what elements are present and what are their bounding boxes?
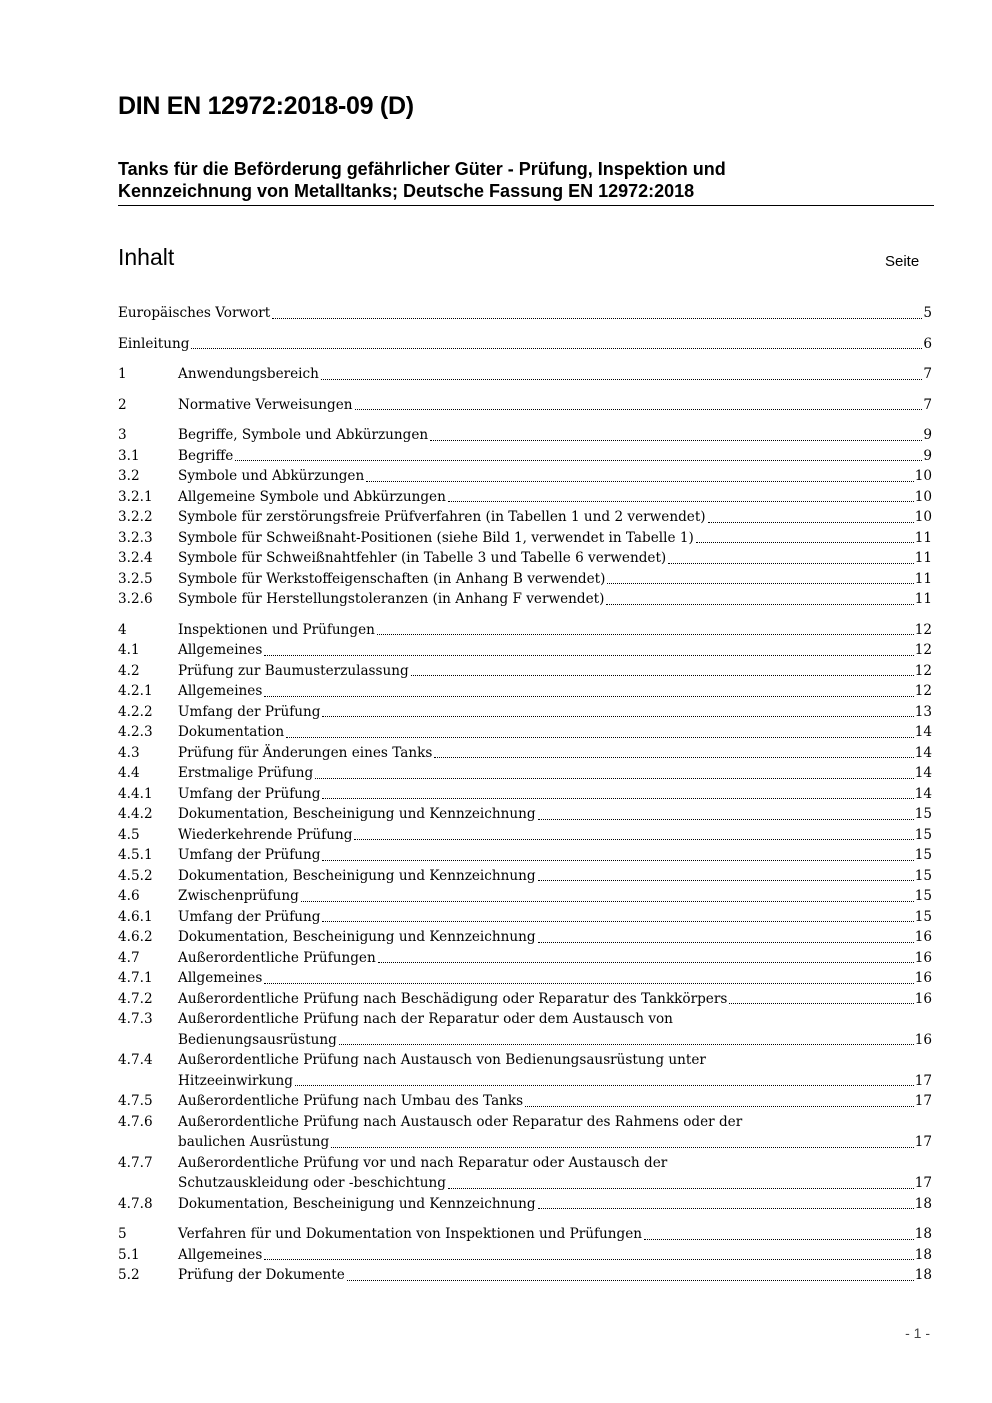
toc-entry[interactable] [118,702,932,723]
toc-entry-text [178,1224,932,1245]
toc-entry-text [178,1009,932,1050]
toc-entry-title: Symbole für Werkstoffeigenschaften (in Anhang B verwendet) [178,570,606,587]
toc-entry-page: 11 [914,570,932,587]
toc-dot-leader [366,466,913,482]
toc-dot-leader [411,661,914,677]
toc-dot-leader [235,446,922,462]
toc-entry[interactable] [118,446,932,467]
toc-entry-title: Dokumentation, Bescheinigung und Kennzeichnung [178,806,536,822]
toc-entry[interactable] [118,1112,932,1153]
toc-entry-page: 11 [914,591,932,607]
toc-entry-page: 11 [914,529,932,546]
toc-dot-leader [301,886,914,902]
toc-entry-page: 14 [914,724,932,740]
toc-entry-number: 3 [118,427,127,443]
toc-entry-page: 6 [923,335,932,352]
toc-entry-page: 10 [914,509,932,525]
toc-entry-number: 4 [118,621,127,638]
toc-entry-page: 11 [914,550,932,566]
toc-entry[interactable] [118,661,932,682]
toc-entry-title: Symbole für zerstörungsfreie Prüfverfahren (in Tabellen 1 und 2 verwendet) [178,509,706,525]
toc-dot-leader [272,303,922,319]
toc-entry-number: 4.7.6 [118,1113,153,1130]
toc-entry-text [178,825,932,846]
toc-entry-number: 4.1 [118,642,140,658]
toc-entry-number: 4.2.1 [118,683,153,699]
toc-entry-page: 7 [923,366,932,382]
toc-entry-text [178,681,932,702]
toc-entry-text [178,548,932,569]
toc-entry-text [178,589,932,610]
toc-entry-text [178,1245,932,1266]
toc-entry-text [178,927,932,948]
toc-entry-number: 4.6 [118,888,140,904]
toc-entry-page: 18 [914,1226,932,1242]
toc-entry-number: 2 [118,396,127,413]
toc-dot-leader [339,1030,914,1046]
toc-entry-page: 15 [914,888,932,904]
toc-entry-title: Umfang der Prüfung [178,847,321,863]
toc-entry-text [178,804,932,825]
toc-dot-leader [538,1194,914,1210]
toc-dot-leader [434,743,913,759]
toc-entry-text [178,528,932,549]
toc-entry-title: Einleitung [118,335,190,352]
toc-entry-text [178,1091,932,1112]
toc-entry-title: Prüfung zur Baumusterzulassung [178,662,409,679]
toc-dot-leader [264,681,913,697]
toc-entry-number: 3.2.1 [118,488,153,505]
toc-dot-leader [315,763,913,779]
toc-entry-title: Außerordentliche Prüfung nach der Reparatur oder dem Austausch von [178,1011,673,1027]
toc-entry-title: Begriffe [178,447,234,464]
toc-entry-page: 18 [914,1246,932,1263]
toc-dot-leader [448,1173,914,1189]
toc-entry[interactable] [118,507,932,528]
toc-entry-text [178,1153,932,1194]
toc-entry-page: 14 [914,744,932,761]
toc-entry-page: 17 [914,1175,932,1191]
toc-entry-number: 3.2.6 [118,591,153,607]
toc-entry-title-continuation: baulichen Ausrüstung [178,1134,330,1150]
toc-entry-text [178,1194,932,1215]
toc-entry-title: Allgemeines [178,683,263,699]
toc-entry-number: 4.6.1 [118,908,153,925]
toc-dot-leader [264,1245,913,1261]
toc-dot-leader [708,507,914,523]
toc-dot-leader [322,702,913,718]
toc-entry-page: 18 [914,1267,932,1283]
toc-dot-leader [322,845,913,861]
toc-entry[interactable] [118,620,932,641]
toc-entry[interactable] [118,784,932,805]
toc-entry-title: Dokumentation, Bescheinigung und Kennzeichnung [178,1195,536,1212]
toc-entry-number: 3.1 [118,447,140,464]
toc-entry-title: Außerordentliche Prüfungen [178,949,376,966]
toc-entry-title: Prüfung der Dokumente [178,1267,345,1283]
toc-entry[interactable] [118,487,932,508]
toc-entry-title: Allgemeines [178,1246,263,1263]
toc-entry-page: 12 [914,683,932,699]
toc-dot-leader [607,569,913,585]
toc-entry-title: Begriffe, Symbole und Abkürzungen [178,427,429,443]
toc-entry[interactable] [118,364,932,385]
toc-dot-leader [377,620,914,636]
toc-dot-leader [378,948,914,964]
toc-dot-leader [331,1132,913,1148]
toc-entry-title-continuation: Hitzeeinwirkung [178,1072,293,1089]
toc-entry-text [178,907,932,928]
toc-entry-title: Symbole für Schweißnaht-Positionen (siehe Bild 1, verwendet in Tabelle 1) [178,529,694,546]
toc-entry[interactable] [118,681,932,702]
toc-entry-page: 16 [914,970,932,986]
toc-entry-number: 3.2.2 [118,509,153,525]
toc-dot-leader [191,334,922,350]
toc-entry-text [178,620,932,641]
toc-entry-number: 4.7.7 [118,1154,153,1171]
toc-entry[interactable] [118,528,932,549]
toc-entry-number: 3.2.4 [118,550,153,566]
toc-entry-title: Allgemeine Symbole und Abkürzungen [178,488,446,505]
toc-entry-page: 12 [914,662,932,679]
page-number: - 1 - [905,1325,930,1341]
toc-entry-number: 4.5.2 [118,867,153,884]
toc-entry-number: 4.3 [118,744,140,761]
toc-entry[interactable] [118,763,932,784]
toc-entry-title: Symbole und Abkürzungen [178,468,365,484]
toc-entry-text [178,948,932,969]
toc-dot-leader [295,1071,914,1087]
toc-entry[interactable] [118,425,932,446]
toc-dot-leader [644,1224,914,1240]
toc-entry-page: 16 [914,990,932,1007]
toc-entry[interactable] [118,334,932,355]
toc-dot-leader [355,395,923,411]
toc-entry-text [178,866,932,887]
toc-entry-text [118,334,932,355]
toc-entry-title: Inspektionen und Prüfungen [178,621,375,638]
toc-entry-text [178,446,932,467]
toc-entry[interactable] [118,886,932,907]
toc-dot-leader [286,722,914,738]
toc-dot-leader [668,548,913,564]
toc-entry-text [178,395,932,416]
toc-entry-page: 15 [914,908,932,925]
toc-entry-number: 4.7.1 [118,970,153,986]
toc-entry[interactable] [118,927,932,948]
toc-entry[interactable] [118,466,932,487]
toc-entry-number: 1 [118,366,127,382]
toc-entry-text [178,1112,932,1153]
page-column-heading: Seite [885,253,920,270]
toc-entry-page: 17 [914,1072,932,1089]
toc-entry-number: 4.7 [118,949,140,966]
toc-entry-text [118,303,932,324]
toc-entry-page: 12 [914,621,932,638]
toc-entry-title: Prüfung für Änderungen eines Tanks [178,744,433,761]
toc-entry-number: 5.2 [118,1267,140,1283]
toc-entry-title: Europäisches Vorwort [118,305,271,321]
toc-entry[interactable] [118,395,932,416]
toc-entry-page: 15 [914,806,932,822]
subtitle-line: Tanks für die Beförderung gefährlicher Güter - Prüfung, Inspektion und [118,159,726,179]
toc-entry-page: 14 [914,765,932,781]
toc-dot-leader [538,927,914,943]
toc-entry-number: 4.7.2 [118,990,153,1007]
toc-dot-leader [448,487,914,503]
toc-dot-leader [322,907,913,923]
toc-dot-leader [696,528,914,544]
toc-entry-page: 10 [914,488,932,505]
toc-entry-number: 4.7.4 [118,1052,153,1068]
toc-entry-title: Außerordentliche Prüfung nach Austausch von Bedienungsausrüstung unter [178,1052,706,1068]
toc-entry-page: 15 [914,826,932,843]
toc-entry-text [178,425,932,446]
toc-dot-leader [347,1265,914,1281]
toc-entry-text [178,743,932,764]
toc-entry-title: Außerordentliche Prüfung nach Umbau des Tanks [178,1093,524,1109]
toc-entry-text [178,989,932,1010]
toc-entry-page: 5 [923,305,932,321]
toc-entry[interactable] [118,845,932,866]
toc-entry-title: Außerordentliche Prüfung vor und nach Reparatur oder Austausch der [178,1154,668,1171]
toc-entry-title: Dokumentation, Bescheinigung und Kennzeichnung [178,929,536,945]
toc-entry-text [178,1050,932,1091]
toc-entry-number: 4.6.2 [118,929,153,945]
toc-entry-title: Dokumentation [178,724,285,740]
toc-entry-title: Symbole für Schweißnahtfehler (in Tabelle 3 und Tabelle 6 verwendet) [178,550,667,566]
toc-entry[interactable] [118,1050,932,1091]
title-rule [118,205,934,206]
contents-heading: Inhalt [118,244,175,270]
toc-entry[interactable] [118,548,932,569]
toc-entry-text [178,845,932,866]
toc-dot-leader [525,1091,914,1107]
toc-entry[interactable] [118,1245,932,1266]
toc-entry-title: Symbole für Herstellungstoleranzen (in Anhang F verwendet) [178,591,605,607]
toc-entry-number: 5 [118,1226,127,1242]
toc-entry[interactable] [118,866,932,887]
toc-entry[interactable] [118,1265,932,1286]
toc-entry-page: 17 [914,1134,932,1150]
toc-entry-number: 3.2 [118,468,140,484]
toc-entry[interactable] [118,804,932,825]
toc-entry-title: Allgemeines [178,642,263,658]
toc-entry-text [178,702,932,723]
toc-dot-leader [538,804,914,820]
toc-entry-title: Normative Verweisungen [178,396,353,413]
toc-entry-page: 13 [914,703,932,720]
toc-entry-title-continuation: Bedienungsausrüstung [178,1031,337,1048]
toc-entry-text [178,364,932,385]
table-of-contents [118,303,932,1286]
toc-entry-title: Wiederkehrende Prüfung [178,826,353,843]
toc-entry-page: 18 [914,1195,932,1212]
toc-entry-text [178,569,932,590]
toc-entry[interactable] [118,589,932,610]
toc-entry[interactable] [118,1091,932,1112]
document-subtitle [118,158,938,202]
toc-entry-page: 12 [914,642,932,658]
toc-entry[interactable] [118,1194,932,1215]
toc-entry-text [178,968,932,989]
toc-entry-title-continuation: Schutzauskleidung oder -beschichtung [178,1175,446,1191]
toc-entry-text [178,763,932,784]
toc-entry-text [178,640,932,661]
toc-entry-page: 17 [914,1093,932,1109]
toc-entry-title: Allgemeines [178,970,263,986]
toc-dot-leader [322,784,913,800]
toc-entry-number: 4.2 [118,662,140,679]
toc-dot-leader [264,640,913,656]
toc-entry-number: 4.5.1 [118,847,153,863]
toc-entry[interactable] [118,989,932,1010]
toc-entry[interactable] [118,825,932,846]
toc-entry[interactable] [118,907,932,928]
toc-entry-title: Umfang der Prüfung [178,908,321,925]
toc-entry[interactable] [118,569,932,590]
toc-dot-leader [321,364,922,380]
toc-entry-text [178,466,932,487]
toc-dot-leader [538,866,914,882]
toc-entry[interactable] [118,303,932,324]
toc-entry-text [178,487,932,508]
toc-entry[interactable] [118,1153,932,1194]
toc-entry-number: 4.2.3 [118,724,153,740]
toc-entry-page: 16 [914,1031,932,1048]
toc-entry-number: 4.5 [118,826,140,843]
toc-entry[interactable] [118,948,932,969]
toc-entry-page: 15 [914,847,932,863]
toc-entry[interactable] [118,1009,932,1050]
toc-entry-text [178,722,932,743]
toc-entry[interactable] [118,722,932,743]
toc-entry-page: 7 [923,396,932,413]
toc-entry-title: Zwischenprüfung [178,888,299,904]
toc-entry-text [178,784,932,805]
toc-dot-leader [430,425,922,441]
toc-entry[interactable] [118,1224,932,1245]
toc-entry-title: Verfahren für und Dokumentation von Inspektionen und Prüfungen [178,1226,643,1242]
toc-entry-number: 5.1 [118,1246,140,1263]
toc-entry-number: 4.7.8 [118,1195,153,1212]
toc-dot-leader [606,589,913,605]
toc-entry-title: Anwendungsbereich [178,366,319,382]
toc-entry-text [178,886,932,907]
toc-entry-page: 14 [914,785,932,802]
toc-entry-page: 15 [914,867,932,884]
toc-entry-title: Umfang der Prüfung [178,785,321,802]
toc-entry-title: Außerordentliche Prüfung nach Austausch oder Reparatur des Rahmens oder der [178,1113,743,1130]
document-title: DIN EN 12972:2018-09 (D) [118,92,414,120]
toc-entry-page: 16 [914,929,932,945]
toc-entry-page: 9 [923,427,932,443]
toc-entry-text [178,661,932,682]
toc-entry-number: 4.7.3 [118,1011,153,1027]
toc-entry-title: Erstmalige Prüfung [178,765,314,781]
toc-entry-page: 16 [914,949,932,966]
toc-entry-title: Außerordentliche Prüfung nach Beschädigung oder Reparatur des Tankkörpers [178,990,728,1007]
toc-entry[interactable] [118,743,932,764]
toc-entry-number: 4.7.5 [118,1093,153,1109]
toc-dot-leader [354,825,913,841]
toc-entry-number: 3.2.5 [118,570,153,587]
toc-entry-title: Umfang der Prüfung [178,703,321,720]
toc-dot-leader [264,968,913,984]
toc-entry-number: 4.4.1 [118,785,153,802]
toc-entry-page: 10 [914,468,932,484]
toc-entry-number: 4.4 [118,765,140,781]
toc-entry-title: Dokumentation, Bescheinigung und Kennzeichnung [178,867,536,884]
toc-entry-page: 9 [923,447,932,464]
toc-entry-text [178,507,932,528]
toc-entry-number: 3.2.3 [118,529,153,546]
toc-dot-leader [729,989,913,1005]
toc-entry[interactable] [118,968,932,989]
toc-entry-number: 4.2.2 [118,703,153,720]
toc-entry[interactable] [118,640,932,661]
subtitle-line: Kennzeichnung von Metalltanks; Deutsche Fassung EN 12972:2018 [118,181,695,201]
toc-entry-text [178,1265,932,1286]
toc-entry-number: 4.4.2 [118,806,153,822]
